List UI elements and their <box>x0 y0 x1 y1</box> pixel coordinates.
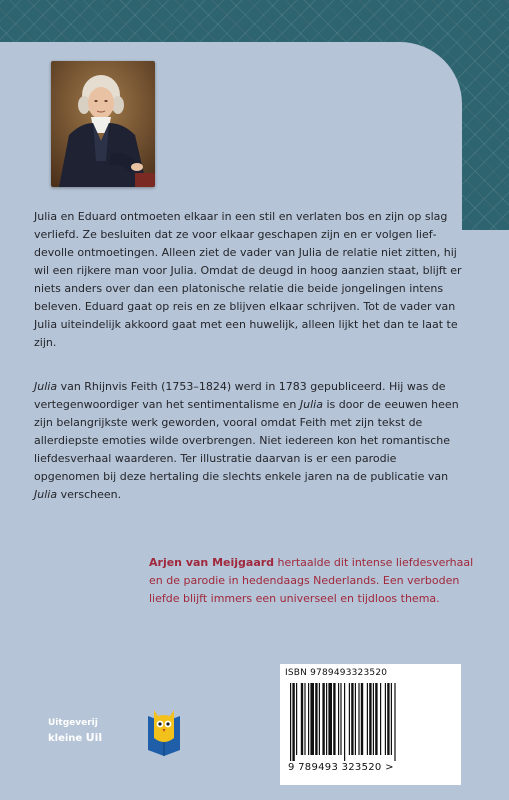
barcode-bar <box>369 683 371 755</box>
barcode-bar <box>380 683 381 755</box>
barcode-icon <box>290 683 451 761</box>
barcode-bar <box>344 683 345 761</box>
book-title-italic: Julia <box>34 380 58 393</box>
barcode-bar <box>387 683 389 755</box>
book-title-italic: Julia <box>34 488 58 501</box>
barcode-bar <box>292 683 294 761</box>
barcode-bar <box>349 683 350 755</box>
barcode-bar <box>290 683 291 761</box>
barcode-bar <box>333 683 335 755</box>
owl-book-icon <box>144 704 184 756</box>
author-portrait-image <box>51 61 155 187</box>
background-text-part1: van Rhijnvis Feith (1753–1824) werd in 1783 gepubliceerd. Hij was de vertegenwoordiger van het sentimentalisme en <box>34 380 446 411</box>
background-text-part2: is door de eeuwen heen zijn belangrijkste werk geworden, vooral omdat Feith met zijn tekst de allerdiepste emoties wilde overbrengen. Niet iedereen kon het romantische liefdesverhaal waarderen. Ter illustratie daarvan is er een parodie opgenomen bij deze hertaling die slechts enkele jaren na de publicatie van <box>34 398 459 483</box>
barcode-bar <box>308 683 309 755</box>
translator-note <box>149 554 479 608</box>
barcode-bar <box>301 683 303 755</box>
barcode-bar <box>328 683 332 755</box>
barcode-bar <box>338 683 339 755</box>
barcode-bar <box>351 683 353 755</box>
translator-name: Arjen van Meijgaard <box>149 556 275 569</box>
barcode-bar <box>358 683 359 755</box>
barcode-bar <box>315 683 317 755</box>
barcode-bar <box>361 683 363 755</box>
publisher-name-uil: Uil <box>85 731 103 744</box>
barcode-arrow-icon: > <box>385 762 394 773</box>
background-paragraph <box>34 378 462 504</box>
barcode-bar <box>326 683 327 755</box>
translator-note-text <box>149 554 479 608</box>
background-text <box>34 378 462 504</box>
barcode-bar <box>296 683 297 755</box>
barcode-bar <box>394 683 395 761</box>
isbn-barcode <box>280 664 461 785</box>
barcode-bar <box>304 683 305 755</box>
portrait-painting-icon <box>51 61 155 187</box>
barcode-bar <box>340 683 341 755</box>
background-text-part3: verscheen. <box>57 488 122 501</box>
publisher-logo <box>48 698 188 766</box>
translator-note-body: hertaalde dit intense liefdesverhaal en de parodie in hedendaags Nederlands. Een verboden liefde blijft immers een universeel en tijdloos thema. <box>149 556 474 605</box>
barcode-bar <box>385 683 386 755</box>
publisher-name-line2 <box>48 731 102 744</box>
publisher-name-kleine: kleine <box>48 733 86 744</box>
barcode-bar <box>355 683 356 755</box>
isbn-label: ISBN 9789493323520 <box>285 668 388 678</box>
book-title-italic: Julia <box>299 398 323 411</box>
synopsis-text: Julia en Eduard ontmoeten elkaar in een stil en verlaten bos en zijn op slag verliefd. Ze besluiten dat ze voor elkaar geschapen zijn en er volgen liefdevolle ontmoetingen. Alleen ziet de vader van Julia de relatie niet zitten, hij wil een rijkere man voor Julia. Omdat de deugd in hoog aanzien staat, blijft er niets anders over dan een platonische relatie die beide jongelingen intens beleven. Eduard gaat op reis en ze blijven elkaar schrijven. Tot de vader van Julia uiteindelijk akkoord gaat met een huwelijk, alleen lijkt het dan te laat te zijn. <box>34 210 462 349</box>
barcode-bar <box>319 683 320 755</box>
synopsis-paragraph <box>34 208 462 352</box>
barcode-bar <box>322 683 324 755</box>
publisher-name-line1: Uitgeverij <box>48 718 98 728</box>
barcode-number: 9 789493 323520 <box>288 762 382 773</box>
barcode-bar <box>375 683 377 755</box>
barcode-bar <box>391 683 392 755</box>
barcode-bar <box>367 683 368 755</box>
barcode-digits <box>288 762 453 773</box>
barcode-bar <box>310 683 314 755</box>
barcode-bar <box>373 683 374 755</box>
